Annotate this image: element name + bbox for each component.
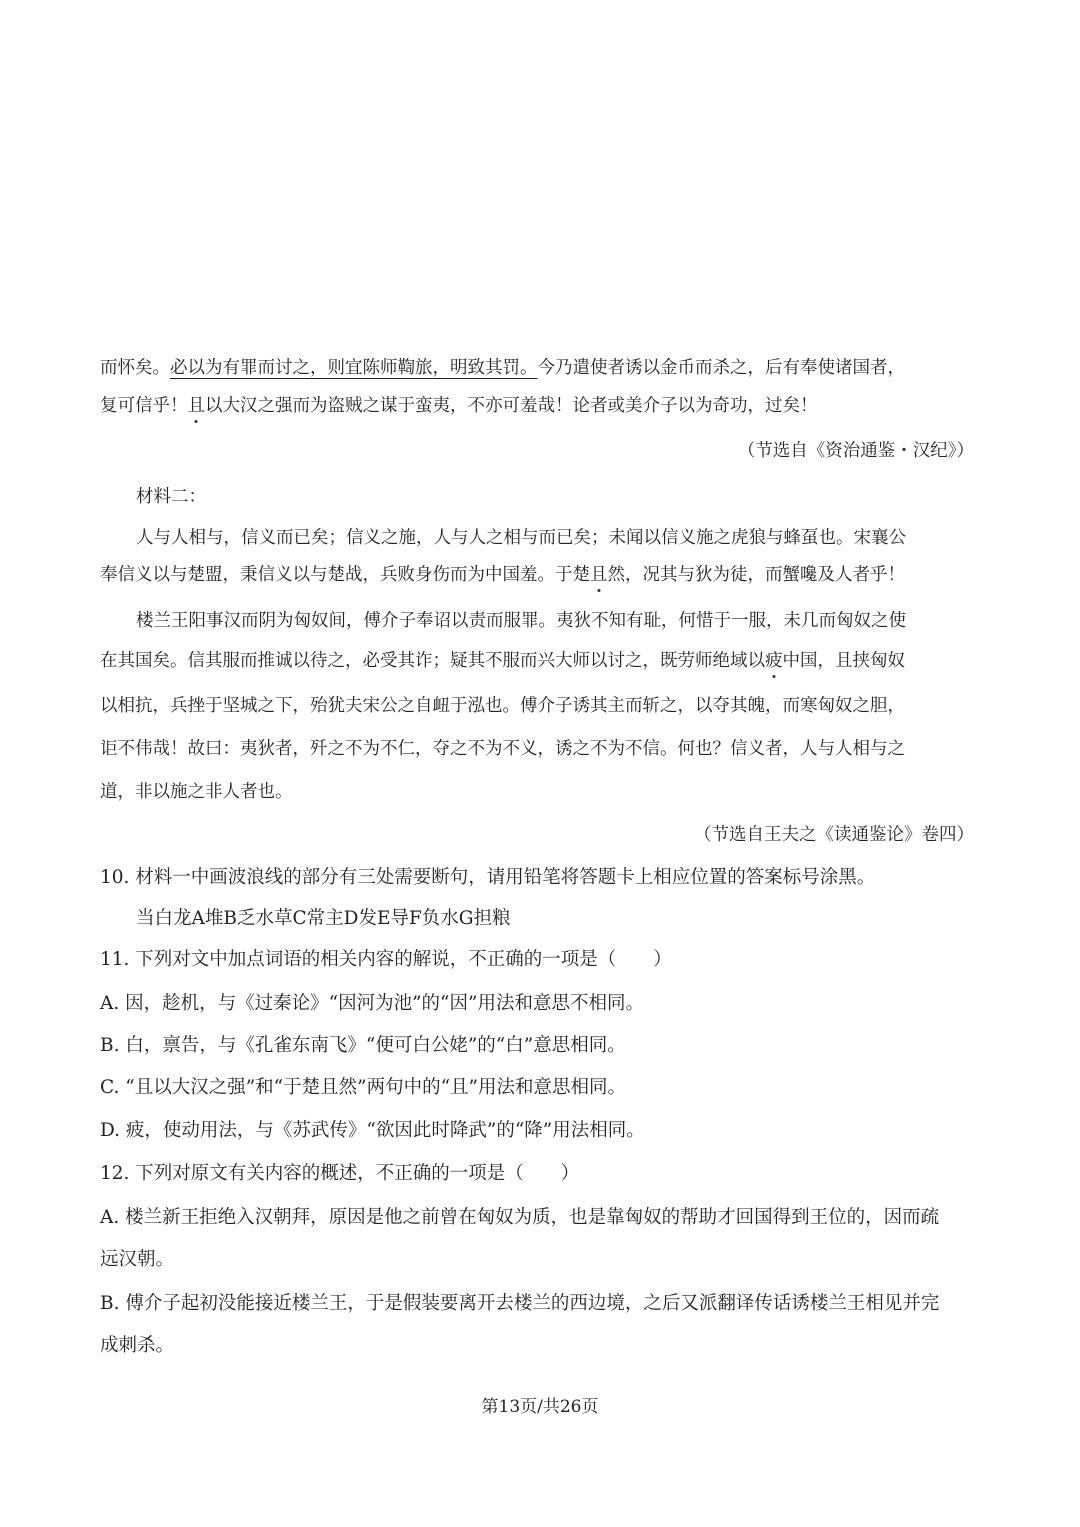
passage-line: 楼兰王阳事汉而阴为匈奴间，傅介子奉诏以责而服罪。夷狄不知有耻，何惜于一服，未几而匈奴之使 xyxy=(136,611,906,631)
passage-line xyxy=(100,394,980,418)
dotted-word: 疲 xyxy=(765,651,783,671)
text-span: 而怀矣。 xyxy=(100,358,170,378)
question-11-option-b: B. 白，禀告，与《孔雀东南飞》“便可白公姥”的“白”意思相同。 xyxy=(100,1035,626,1056)
question-12-option-a-cont: 远汉朝。 xyxy=(100,1249,175,1270)
question-11-option-d: D. 疲，使动用法，与《苏武传》“欲因此时降武”的“降”用法相同。 xyxy=(100,1120,645,1141)
question-10-options: 当白龙A堆B乏水草C常主D发E导F负水G担粮 xyxy=(136,908,511,929)
passage-line xyxy=(100,563,980,587)
text-span: 以大汉之强而为盗贼之谋于蛮夷，不亦可羞哉！论者或美介子以为奇功，过矣！ xyxy=(205,396,818,416)
passage-line: 道，非以施之非人者也。 xyxy=(100,782,293,802)
source-citation-1: （节选自《资治通鉴・汉纪》） xyxy=(737,441,974,461)
text-span: 今乃遣使者诱以金币而杀之，后有奉使诸国者， xyxy=(537,358,905,378)
question-12: 12. 下列对原文有关内容的概述，不正确的一项是（ ） xyxy=(100,1163,580,1184)
page-number: 第13页/共26页 xyxy=(481,1397,599,1417)
text-span: 然，况其与狄为徒，而蟹嚵及人者乎！ xyxy=(607,565,905,585)
question-12-option-b: B. 傅介子起初没能接近楼兰王，于是假装要离开去楼兰的西边境，之后又派翻译传话诱楼兰王相见并完 xyxy=(100,1293,940,1314)
passage-line: 以相抗，兵挫于坚城之下，殆犹夫宋公之自衄于泓也。傅介子诱其主而斩之，以夺其魄，而寒匈奴之胆， xyxy=(100,696,905,716)
dotted-word: 且 xyxy=(187,396,205,416)
passage-line xyxy=(100,649,980,673)
question-11: 11. 下列对文中加点词语的相关内容的解说，不正确的一项是（ ） xyxy=(100,949,672,970)
dotted-word: 且 xyxy=(590,565,608,585)
question-11-option-a: A. 因，趁机，与《过秦论》“因河为池”的“因”用法和意思不相同。 xyxy=(100,993,644,1014)
text-span: 在其国矣。信其服而推诚以待之，必受其诈；疑其不服而兴大师以讨之，既劳师绝域以 xyxy=(100,651,765,671)
passage-line: 人与人相与，信义而已矣；信义之施，人与人之相与而已矣；未闻以信义施之虎狼与蜂虿也。宋襄公 xyxy=(136,528,906,548)
text-span: 复可信乎！ xyxy=(100,396,188,416)
question-12-option-b-cont: 成刺杀。 xyxy=(100,1335,175,1356)
question-12-option-a: A. 楼兰新王拒绝入汉朝拜，原因是他之前曾在匈奴为质，也是靠匈奴的帮助才回国得到王位的，因而疏 xyxy=(100,1207,940,1228)
text-span: 中国，且挟匈奴 xyxy=(782,651,905,671)
underlined-sentence: 必以为有罪而讨之，则宜陈师鞫旅，明致其罚。 xyxy=(170,358,538,378)
passage-line xyxy=(100,356,980,380)
material-2-title: 材料二： xyxy=(136,487,206,507)
text-span: 奉信义以与楚盟，秉信义以与楚战，兵败身伤而为中国羞。于楚 xyxy=(100,565,590,585)
question-11-option-c: C. “且以大汉之强”和“于楚且然”两句中的“且”用法和意思相同。 xyxy=(100,1077,627,1098)
question-10: 10. 材料一中画波浪线的部分有三处需要断句，请用铅笔将答题卡上相应位置的答案标号涂黑。 xyxy=(100,867,876,888)
source-citation-2: （节选自王夫之《读通鉴论》卷四） xyxy=(694,825,974,845)
passage-line: 讵不伟哉！故曰：夷狄者，歼之不为不仁，夺之不为不义，诱之不为不信。何也？信义者，人与人相与之 xyxy=(100,739,905,759)
